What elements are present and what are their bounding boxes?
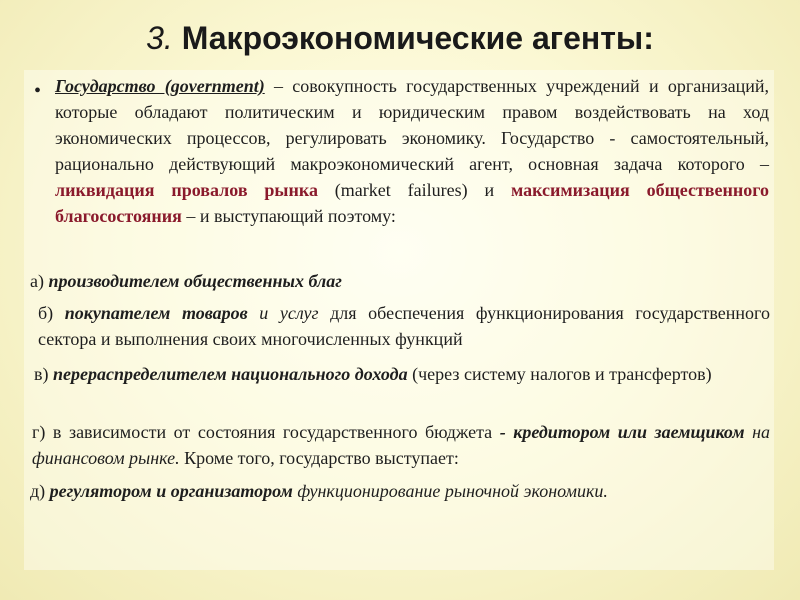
bullet-dot: • xyxy=(34,80,42,102)
slide-title xyxy=(0,20,800,57)
list-item-a xyxy=(30,268,750,294)
highlight-market-failures: ликвидация провалов рынка xyxy=(55,180,318,200)
item-marker: д) xyxy=(30,481,46,501)
item-text: для обеспечения функционирования государственного сектора и выполнения своих многочисленных функций xyxy=(38,303,770,349)
item-emphasis-2: на финансовом рынке. xyxy=(32,422,771,468)
highlight-welfare: максимизация общественного благосостояния xyxy=(55,180,769,226)
item-text: Кроме того, государство выступает: xyxy=(179,448,459,468)
item-emphasis: покупателем товаров xyxy=(64,303,248,323)
item-marker: в) xyxy=(34,364,49,384)
item-marker: а) xyxy=(30,271,44,291)
list-item-d xyxy=(30,478,770,504)
item-pre-text: в зависимости от состояния государственного бюджета xyxy=(45,422,500,442)
content-area xyxy=(24,70,774,570)
intro-paragraph xyxy=(55,73,769,229)
item-emphasis: производителем общественных благ xyxy=(48,271,342,291)
item-emphasis-2: и услуг xyxy=(247,303,319,323)
intro-text-3: – и выступающий поэтому: xyxy=(181,206,396,226)
item-marker: б) xyxy=(38,303,54,323)
intro-text-1: – совокупность государственных учреждений и организаций, которые обладают политическим и юридическим правом воздействовать на ход экономических процессов, регулировать экономику. Государство - самостоятельный, рационально действующий макроэкономический агент, основная задача которого – xyxy=(55,76,769,174)
item-emphasis: перераспределителем национального дохода xyxy=(53,364,408,384)
title-number: 3. xyxy=(146,20,173,56)
list-item-b xyxy=(38,300,770,352)
item-emphasis: - кредитором или заемщиком xyxy=(499,422,745,442)
item-emphasis: регулятором и организатором xyxy=(49,481,293,501)
list-item-v xyxy=(34,361,770,387)
item-marker: г) xyxy=(32,422,46,442)
title-text: Макроэкономические агенты: xyxy=(181,20,654,56)
item-text: (через систему налогов и трансфертов) xyxy=(407,364,712,384)
list-item-g xyxy=(32,419,770,471)
term-government: Государство (government) xyxy=(55,76,265,96)
item-emphasis-2: функционирование рыночной экономики. xyxy=(292,481,608,501)
intro-text-2: (market failures) и xyxy=(317,180,511,200)
